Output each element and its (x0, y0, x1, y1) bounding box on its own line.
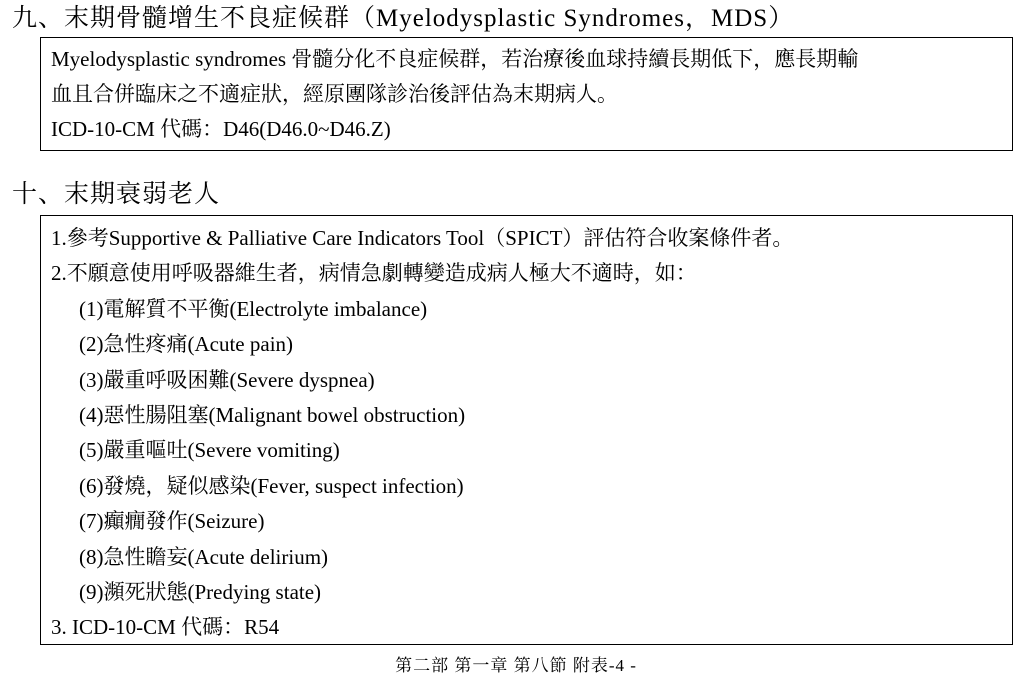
subitem-severe-vomiting: (5)嚴重嘔吐(Severe vomiting) (79, 438, 340, 463)
section-9-icd-code: ICD-10-CM 代碼：D46(D46.0~D46.Z) (51, 117, 391, 141)
section-10-heading: 十、末期衰弱老人 (12, 181, 221, 208)
subitem-fever-infection: (6)發燒，疑似感染(Fever, suspect infection) (79, 473, 464, 498)
page-footer: 第二部 第一章 第八節 附表-4 - (395, 656, 637, 675)
subitem-severe-dyspnea: (3)嚴重呼吸困難(Severe dyspnea) (79, 367, 375, 392)
section-9-line-1: Myelodysplastic syndromes 骨髓分化不良症候群，若治療後血球持續長期低下，應長期輸 (51, 47, 859, 71)
subitem-electrolyte-imbalance: (1)電解質不平衡(Electrolyte imbalance) (79, 296, 428, 321)
subitem-acute-delirium: (8)急性瞻妄(Acute delirium) (79, 544, 329, 569)
section-10-item-3: 3. ICD-10-CM 代碼：R54 (51, 615, 280, 640)
section-9-heading: 九、末期骨髓增生不良症候群（Myelodysplastic Syndromes，MDS） (12, 5, 795, 32)
subitem-malignant-bowel-obstruction: (4)惡性腸阻塞(Malignant bowel obstruction) (79, 403, 466, 428)
subitem-seizure: (7)癲癇發作(Seizure) (79, 509, 265, 534)
section-9-line-2: 血且合併臨床之不適症狀，經原團隊診治後評估為末期病人。 (51, 82, 618, 106)
subitem-predying-state: (9)瀕死狀態(Predying state) (79, 580, 322, 605)
section-10-box (40, 215, 1013, 645)
section-10-item-1: 1.參考Supportive & Palliative Care Indicators Tool（SPICT）評估符合收案條件者。 (51, 226, 794, 250)
section-9-box (40, 37, 1013, 151)
section-10-item-2: 2.不願意使用呼吸器維生者，病情急劇轉變造成病人極大不適時，如： (51, 261, 697, 286)
subitem-acute-pain: (2)急性疼痛(Acute pain) (79, 332, 294, 357)
